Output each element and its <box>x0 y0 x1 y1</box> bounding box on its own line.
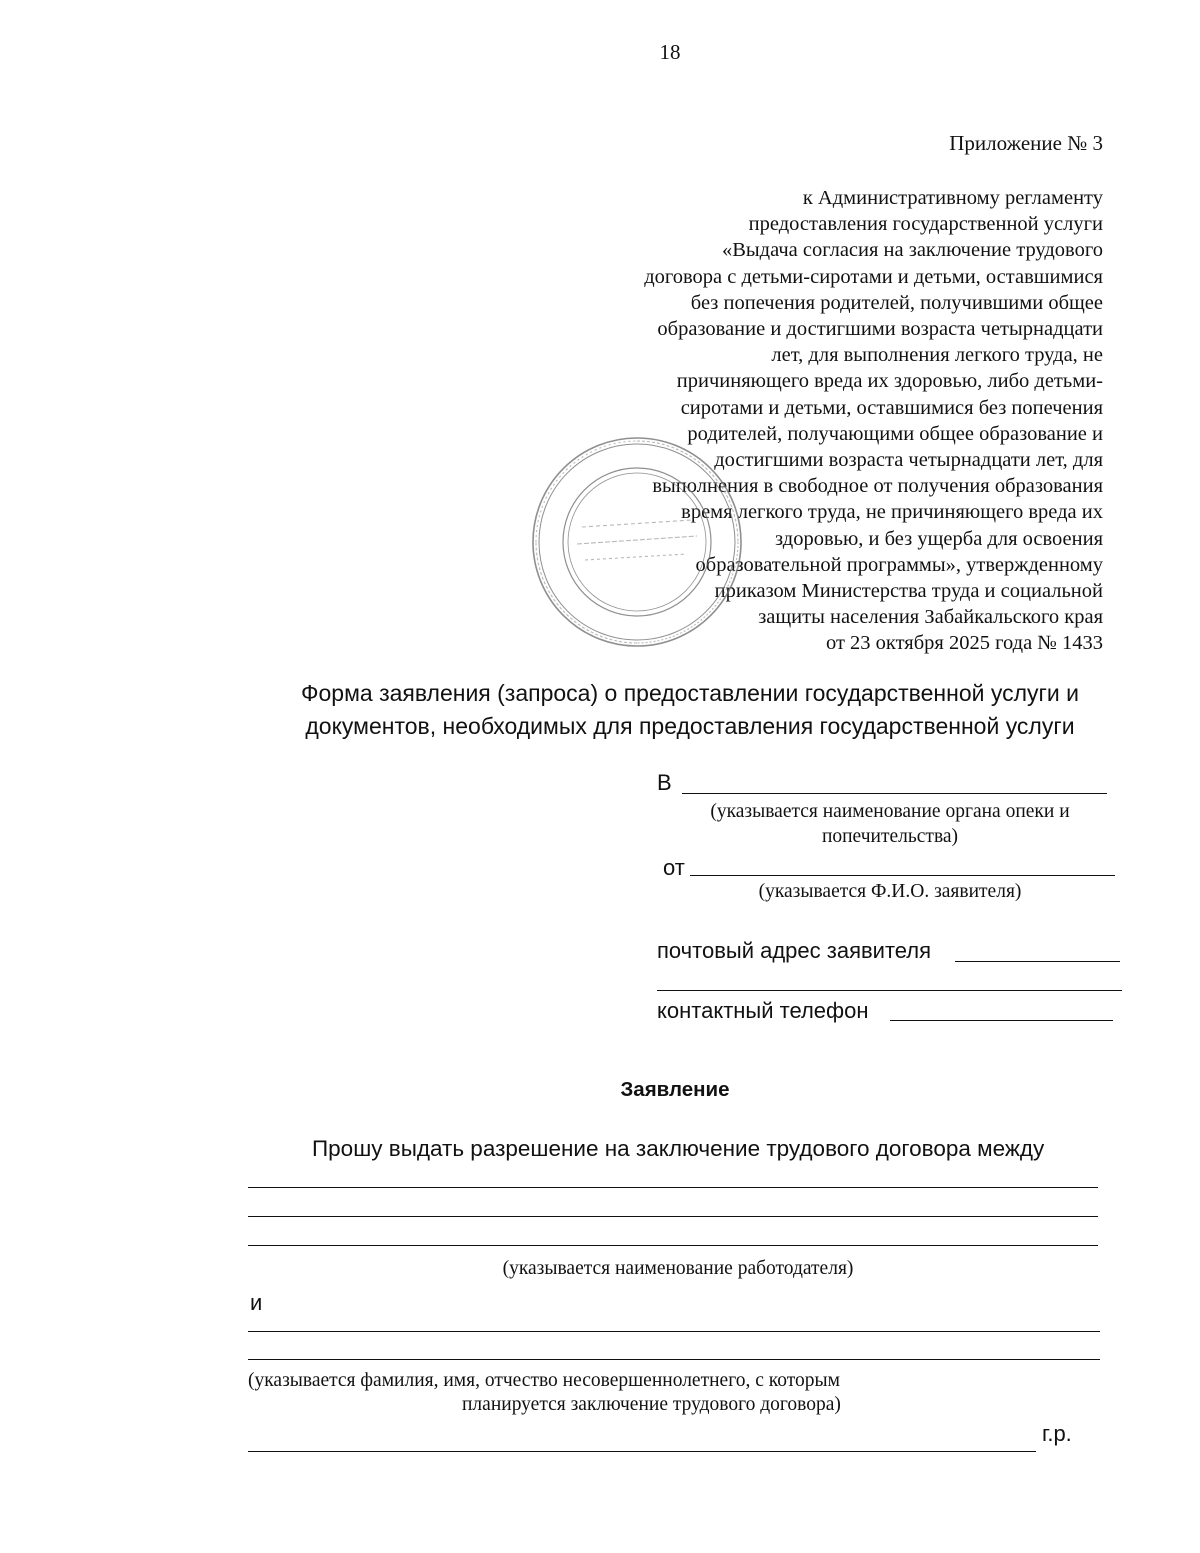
official-seal-stamp <box>527 432 747 652</box>
appendix-line: к Административному регламенту <box>802 187 1103 209</box>
appendix-line: договора с детьми-сиротами и детьми, оставшимися <box>644 265 1103 288</box>
appendix-line: причиняющего вреда их здоровью, либо детьми- <box>676 370 1103 393</box>
appendix-line: сиротами и детьми, оставшимися без попечения <box>680 396 1103 419</box>
authority-hint-line: (указывается наименование органа опеки и <box>710 801 1070 822</box>
form-title-line: Форма заявления (запроса) о предоставлении государственной услуги и <box>301 680 1079 706</box>
appendix-title: Приложение № 3 <box>949 131 1103 155</box>
applicant-hint: (указывается Ф.И.О. заявителя) <box>758 881 1022 902</box>
appendix-line: здоровью, и без ущерба для освоения <box>775 527 1103 550</box>
page-number: 18 <box>659 40 681 64</box>
authority-hint-line: попечительства) <box>821 826 959 847</box>
postal-address-field[interactable] <box>955 961 1120 962</box>
minor-hint <box>248 1369 841 1417</box>
employer-hint: (указывается наименование работодателя) <box>502 1258 854 1279</box>
authority-name-field[interactable] <box>682 793 1107 794</box>
phone-field[interactable] <box>890 1020 1113 1021</box>
appendix-line: образовательной программы», утвержденному <box>695 553 1103 576</box>
and-label: и <box>250 1290 263 1315</box>
to-label: В <box>657 770 672 795</box>
appendix-line: время легкого труда, не причиняющего вреда их <box>681 501 1103 524</box>
appendix-line: родителей, получающими общее образование и <box>687 422 1103 445</box>
statement-heading: Заявление <box>620 1078 730 1101</box>
appendix-line: без попечения родителей, получившими общее <box>690 291 1103 314</box>
appendix-line: выполнения в свободное от получения образования <box>652 475 1103 498</box>
minor-hint-line: (указывается фамилия, имя, отчество несовершеннолетнего, с которым <box>248 1370 840 1391</box>
birth-year-suffix: г.р. <box>1042 1421 1072 1446</box>
from-label: от <box>663 855 685 880</box>
employer-field-line3[interactable] <box>248 1245 1098 1246</box>
appendix-line: защиты населения Забайкальского края <box>758 606 1103 629</box>
appendix-line: образование и достигшими возраста четырнадцати <box>657 318 1103 341</box>
minor-hint-line: планируется заключение трудового договора) <box>462 1394 841 1415</box>
minor-name-field-line2[interactable] <box>248 1359 1100 1360</box>
applicant-name-field[interactable] <box>690 875 1115 876</box>
employer-field-line2[interactable] <box>248 1216 1098 1217</box>
appendix-line: приказом Министерства труда и социальной <box>714 580 1103 603</box>
appendix-line: лет, для выполнения легкого труда, не <box>771 344 1103 367</box>
birth-year-field[interactable] <box>248 1451 1036 1452</box>
appendix-line: от 23 октября 2025 года № 1433 <box>825 632 1103 655</box>
form-title-line: документов, необходимых для предоставления государственной услуги <box>305 713 1075 739</box>
minor-name-field-line1[interactable] <box>248 1331 1100 1332</box>
request-text: Прошу выдать разрешение на заключение трудового договора между <box>312 1136 1045 1161</box>
employer-field-line1[interactable] <box>248 1187 1098 1188</box>
postal-address-field-line2[interactable] <box>657 990 1122 991</box>
appendix-line: достигшими возраста четырнадцати лет, для <box>714 449 1103 472</box>
postal-address-label: почтовый адрес заявителя <box>657 938 932 963</box>
appendix-line: «Выдача согласия на заключение трудового <box>721 239 1103 262</box>
authority-hint <box>660 799 1120 849</box>
appendix-line: предоставления государственной услуги <box>748 213 1103 236</box>
form-title <box>200 677 1180 743</box>
phone-label: контактный телефон <box>657 998 869 1023</box>
